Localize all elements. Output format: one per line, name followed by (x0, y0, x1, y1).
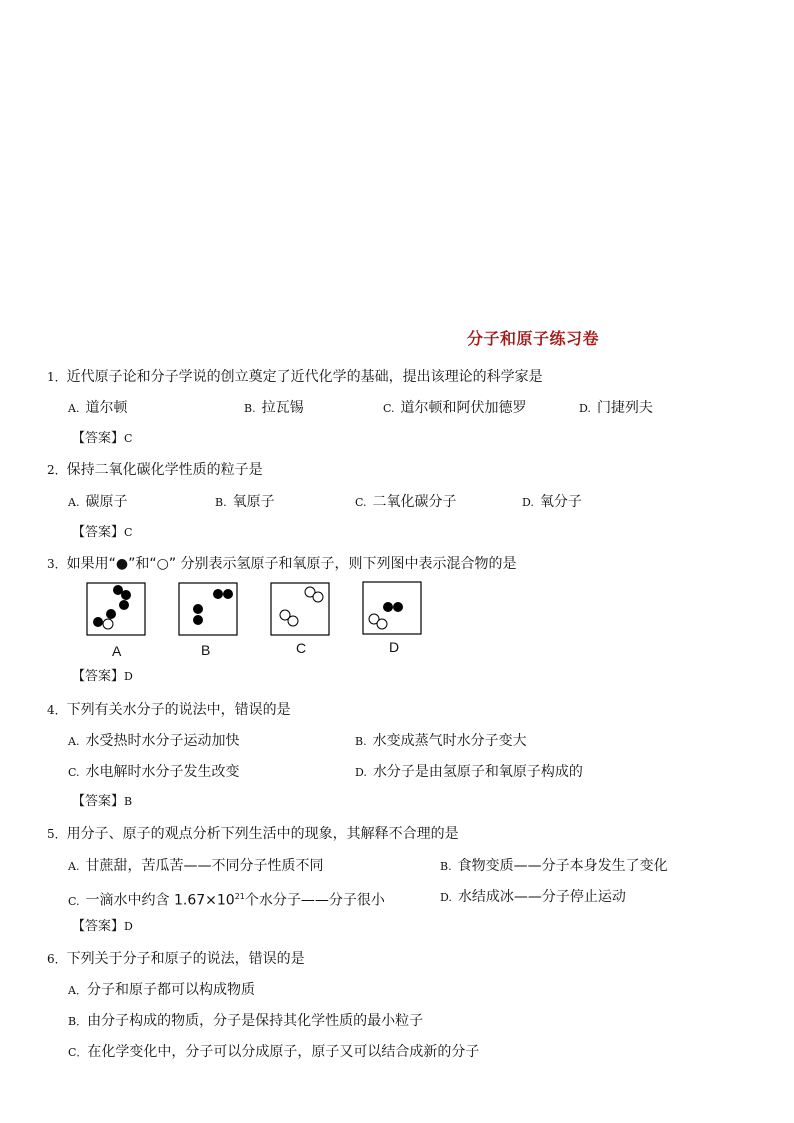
q2-answer: 【答案】C (72, 525, 133, 540)
figure-label-a: A (112, 643, 122, 659)
q5-answer: 【答案】D (72, 919, 133, 934)
molecule-figures (80, 578, 440, 662)
q4-option-c: C. 水电解时水分子发生改变 (68, 764, 240, 780)
q2-option-d: D. 氧分子 (522, 494, 582, 510)
q4-option-a: A. 水受热时水分子运动加快 (68, 733, 240, 749)
q4-option-d: D. 水分子是由氢原子和氧原子构成的 (355, 764, 583, 780)
figure-label-c: C (296, 640, 307, 656)
question-4: 4．下列有关水分子的说法中，错误的是 (47, 702, 291, 718)
figure-box-a (87, 583, 145, 635)
q4-option-b: B. 水变成蒸气时水分子变大 (355, 733, 527, 749)
q6-option-a: A．分子和原子都可以构成物质 (68, 982, 255, 998)
figure-label-d: D (389, 639, 400, 655)
question-3: 3．如果用“●”和“○” 分别表示氢原子和氧原子，则下列图中表示混合物的是 (47, 556, 517, 572)
q5-option-c: C. 一滴水中约含 $1.67\times 10^{21}$个水分子——分子很小 (68, 892, 385, 909)
q3-answer: 【答案】D (72, 669, 133, 684)
q1-option-c: C. 道尔顿和阿伏加德罗 (383, 400, 527, 416)
q2-option-c: C. 二氧化碳分子 (355, 494, 457, 510)
question-5: 5．用分子、原子的观点分析下列生活中的现象，其解释不合理的是 (47, 826, 459, 842)
q1-option-a: A. 道尔顿 (68, 400, 128, 416)
figure-box-d (363, 582, 421, 634)
figure-box-c (271, 583, 329, 635)
question-number: 1． (47, 370, 67, 384)
figure-box-b (179, 583, 237, 635)
question-text: 近代原子论和分子学说的创立奠定了近代化学的基础，提出该理论的科学家是 (66, 369, 543, 385)
q1-answer: 【答案】C (72, 431, 133, 446)
q2-option-b: B. 氧原子 (215, 494, 275, 510)
q5-option-a: A. 甘蔗甜，苦瓜苦——不同分子性质不同 (68, 858, 324, 874)
q6-option-c: C．在化学变化中，分子可以分成原子，原子又可以结合成新的分子 (68, 1044, 480, 1060)
question-6: 6．下列关于分子和原子的说法，错误的是 (47, 951, 305, 967)
question-2: 2．保持二氧化碳化学性质的粒子是 (47, 462, 263, 478)
q4-answer: 【答案】B (72, 794, 133, 809)
figure-label-b: B (201, 642, 211, 658)
q5-option-b: B. 食物变质——分子本身发生了变化 (440, 858, 668, 874)
q6-option-b: B．由分子构成的物质，分子是保持其化学性质的最小粒子 (68, 1013, 424, 1029)
q1-option-d: D. 门捷列夫 (579, 400, 653, 416)
page-title: 分子和原子练习卷 (467, 329, 600, 348)
q5-option-d: D. 水结成冰——分子停止运动 (440, 889, 626, 905)
question-1 (47, 368, 543, 386)
q1-option-b: B. 拉瓦锡 (244, 400, 304, 416)
q2-option-a: A. 碳原子 (68, 494, 128, 510)
